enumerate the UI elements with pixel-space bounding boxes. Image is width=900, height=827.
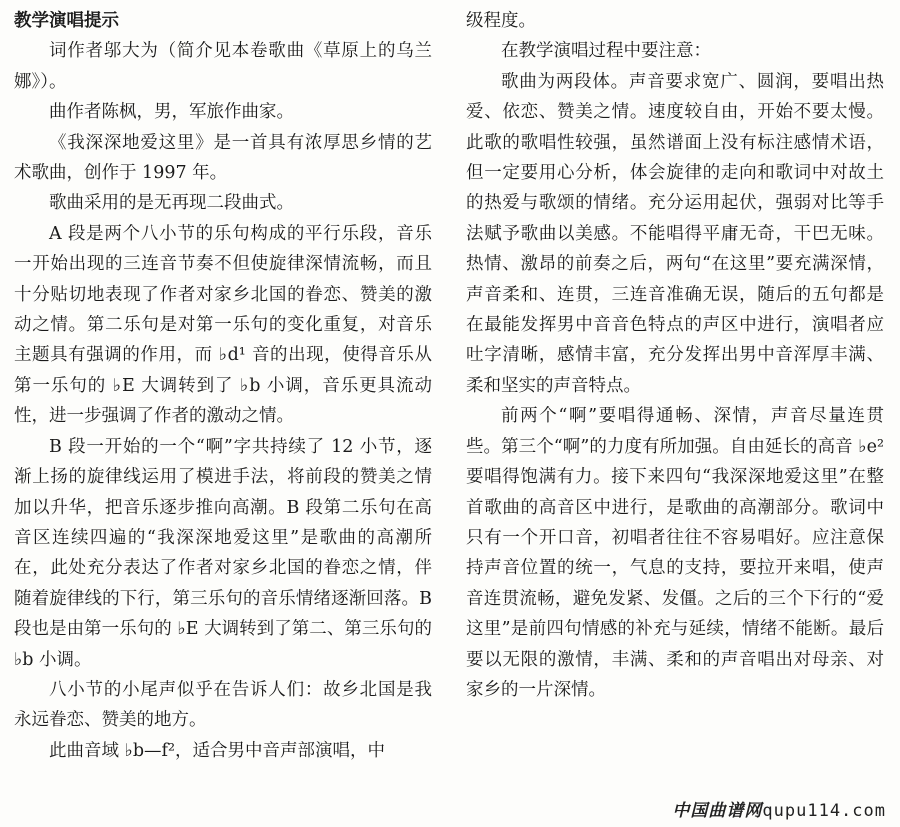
watermark-url: qupu114.com bbox=[762, 801, 886, 821]
site-watermark bbox=[672, 796, 886, 821]
paragraph: A 段是两个八小节的乐句构成的平行乐段，音乐一开始出现的三连音节奏不但使旋律深情流畅，而且十分贴切地表现了作者对家乡北国的眷恋、赞美的激动之情。第二乐句是对第一乐句的变化重复，对音乐主题具有强调的作用，而 ♭d¹ 音的出现，使得音乐从第一乐句的 ♭E 大调转到了 ♭b 小调，音乐更具流动性，进一步强调了作者的激动之情。 bbox=[14, 223, 432, 427]
section-heading: 教学演唱提示 bbox=[14, 11, 119, 31]
paragraph: 此曲音域 ♭b—f²，适合男中音声部演唱，中 bbox=[49, 740, 386, 761]
watermark-logo-text: 中国曲谱网 bbox=[672, 801, 763, 821]
left-column bbox=[14, 6, 432, 766]
paragraph: 前两个“啊”要唱得通畅、深情，声音尽量连贯些。第三个“啊”的力度有所加强。自由延长的高音 ♭e² 要唱得饱满有力。接下来四句“我深深地爱这里”在整首歌曲的高音区中进行，是歌曲的高潮部分。歌词中只有一个开口音，初唱者往往不容易唱好。应注意保持声音位置的统一，气息的支持，要拉开来唱，使声音连贯流畅，避免发紧、发僵。之后的三个下行的“爱这里”是前四句情感的补充与延续，情绪不能断。最后要以无限的激情，丰满、柔和的声音唱出对母亲、对家乡的一片深情。 bbox=[466, 406, 884, 700]
left-body bbox=[14, 36, 432, 766]
paragraph: 歌曲采用的是无再现二段曲式。 bbox=[49, 193, 294, 214]
right-body bbox=[466, 6, 884, 705]
paragraph: 歌曲为两段体。声音要求宽广、圆润，要唱出热爱、依恋、赞美之情。速度较自由，开始不要太慢。此歌的歌唱性较强，虽然谱面上没有标注感情术语，但一定要用心分析，体会旋律的走向和歌词中对故土的热爱与歌颂的情绪。充分运用起伏，强弱对比等手法赋予歌曲以美感。不能唱得平庸无奇，干巴无味。热情、激昂的前奏之后，两句“在这里”要充满深情，声音柔和、连贯，三连音准确无误，随后的五句都是在最能发挥男中音音色特点的声区中进行，演唱者应吐字清晰，感情丰富，充分发挥出男中音浑厚丰满、柔和坚实的声音特点。 bbox=[466, 71, 884, 396]
paragraph: 在教学演唱过程中要注意： bbox=[501, 41, 711, 62]
paragraph: 词作者邬大为（简介见本卷歌曲《草原上的乌兰娜》）。 bbox=[14, 41, 432, 92]
paragraph: 八小节的小尾声似乎在告诉人们：故乡北国是我永远眷恋、赞美的地方。 bbox=[14, 679, 432, 731]
right-column bbox=[466, 6, 884, 705]
paragraph: 曲作者陈枫，男，军旅作曲家。 bbox=[49, 102, 294, 123]
paragraph: B 段一开始的一个“啊”字共持续了 12 小节，逐渐上扬的旋律线运用了模进手法，将前段的赞美之情加以升华，把音乐逐步推向高潮。B 段第二乐句在高音区连续四遍的“我深深地爱这里”是歌曲的高潮所在，此处充分表达了作者对家乡北国的眷恋之情，伴随着旋律线的下行，第三乐句的音乐情绪逐渐回落。B 段也是由第一乐句的 ♭E 大调转到了第二、第三乐句的 ♭b 小调。 bbox=[14, 436, 432, 670]
paragraph: 级程度。 bbox=[466, 11, 536, 31]
paragraph: 《我深深地爱这里》是一首具有浓厚思乡情的艺术歌曲，创作于 1997 年。 bbox=[14, 132, 432, 184]
